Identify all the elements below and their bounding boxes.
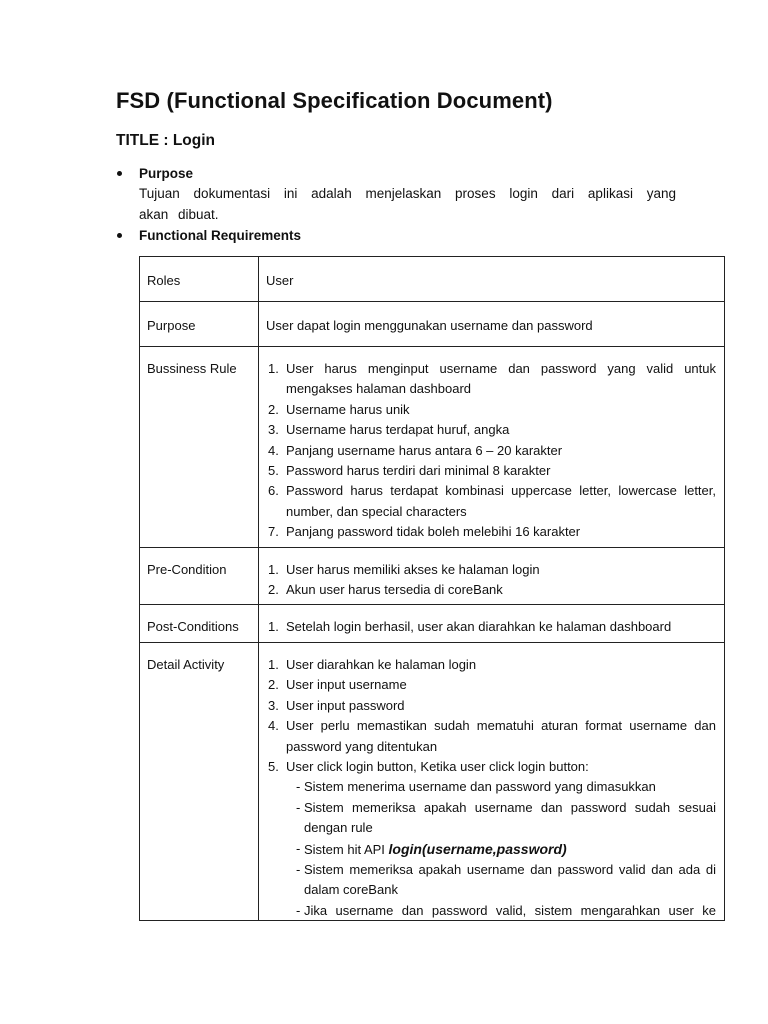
post-conditions-label: Post-Conditions (140, 605, 259, 642)
list-item: 1. User harus menginput username dan password yang valid untuk mengakses halaman dashboard (268, 361, 716, 397)
business-rule-cell (259, 347, 725, 548)
sub-step-item: - Jika username dan password valid, sistem mengarahkan user ke (296, 902, 716, 918)
bullet-icon (117, 171, 122, 176)
table-row-post-conditions (140, 605, 725, 642)
post-conditions-cell (259, 605, 725, 642)
requirements-heading (116, 226, 676, 246)
sub-step-item: - Sistem menerima username dan password yang dimasukkan (296, 779, 656, 795)
roles-value: User (259, 257, 725, 302)
list-item: 4. User perlu memastikan sudah mematuhi aturan format username dan password yang ditentukan (268, 718, 716, 754)
list-item: 2. User input username (268, 677, 407, 693)
detail-activity-label: Detail Activity (140, 642, 259, 920)
table-row-purpose (140, 302, 725, 347)
list-item: 3. Username harus terdapat huruf, angka (268, 422, 510, 438)
list-item: 1. User diarahkan ke halaman login (268, 656, 477, 672)
table-row-roles (140, 257, 725, 302)
table-row-detail-activity (140, 642, 725, 920)
bullet-icon (117, 233, 122, 238)
list-item: 1. Setelah login berhasil, user akan diarahkan ke halaman dashboard (268, 619, 672, 635)
list-item: 4. Panjang username harus antara 6 – 20 karakter (268, 442, 563, 458)
purpose-body: Tujuan dokumentasi ini adalah menjelaskan proses login dari aplikasi yang akan dibuat. (139, 186, 676, 222)
roles-label: Roles (140, 257, 259, 302)
sub-steps-list (266, 777, 716, 919)
purpose-label: Purpose (140, 302, 259, 347)
table-row-business-rule (140, 347, 725, 548)
table-row-pre-condition (140, 547, 725, 605)
list-item: 1. User harus memiliki akses ke halaman login (268, 561, 540, 577)
sub-step-item: - Sistem memeriksa apakah username dan password sudah sesuai dengan rule (296, 799, 716, 836)
list-item: 7. Panjang password tidak boleh melebihi 16 karakter (268, 524, 581, 540)
pre-condition-cell (259, 547, 725, 605)
document-subtitle: TITLE : Login (116, 132, 216, 149)
purpose-section (116, 164, 676, 225)
list-item: 6. Password harus terdapat kombinasi uppercase letter, lowercase letter, number, dan special characters (268, 483, 716, 519)
purpose-value: User dapat login menggunakan username dan password (259, 302, 725, 347)
list-item: 2. Akun user harus tersedia di coreBank (268, 582, 503, 598)
list-item: 2. Username harus unik (268, 401, 410, 417)
business-rule-label: Bussiness Rule (140, 347, 259, 548)
pre-condition-label: Pre-Condition (140, 547, 259, 605)
detail-activity-cell (259, 642, 725, 920)
api-call-text: login(username,password) (388, 840, 567, 857)
list-item: 5. Password harus terdiri dari minimal 8 karakter (268, 463, 551, 479)
purpose-heading-text: Purpose (139, 166, 194, 181)
requirements-heading-text: Functional Requirements (139, 228, 302, 243)
sub-step-item: - Sistem memeriksa apakah username dan password valid dan ada di dalam coreBank (296, 861, 716, 898)
sub-step-item: - Sistem hit API login(username,password) (296, 840, 567, 857)
list-item: 3. User input password (268, 697, 405, 713)
requirements-table (139, 256, 725, 921)
list-item: 5. User click login button, Ketika user click login button: (268, 758, 589, 774)
document-title: FSD (Functional Specification Document) (116, 88, 553, 113)
requirements-section (116, 226, 676, 246)
purpose-heading (116, 164, 676, 184)
